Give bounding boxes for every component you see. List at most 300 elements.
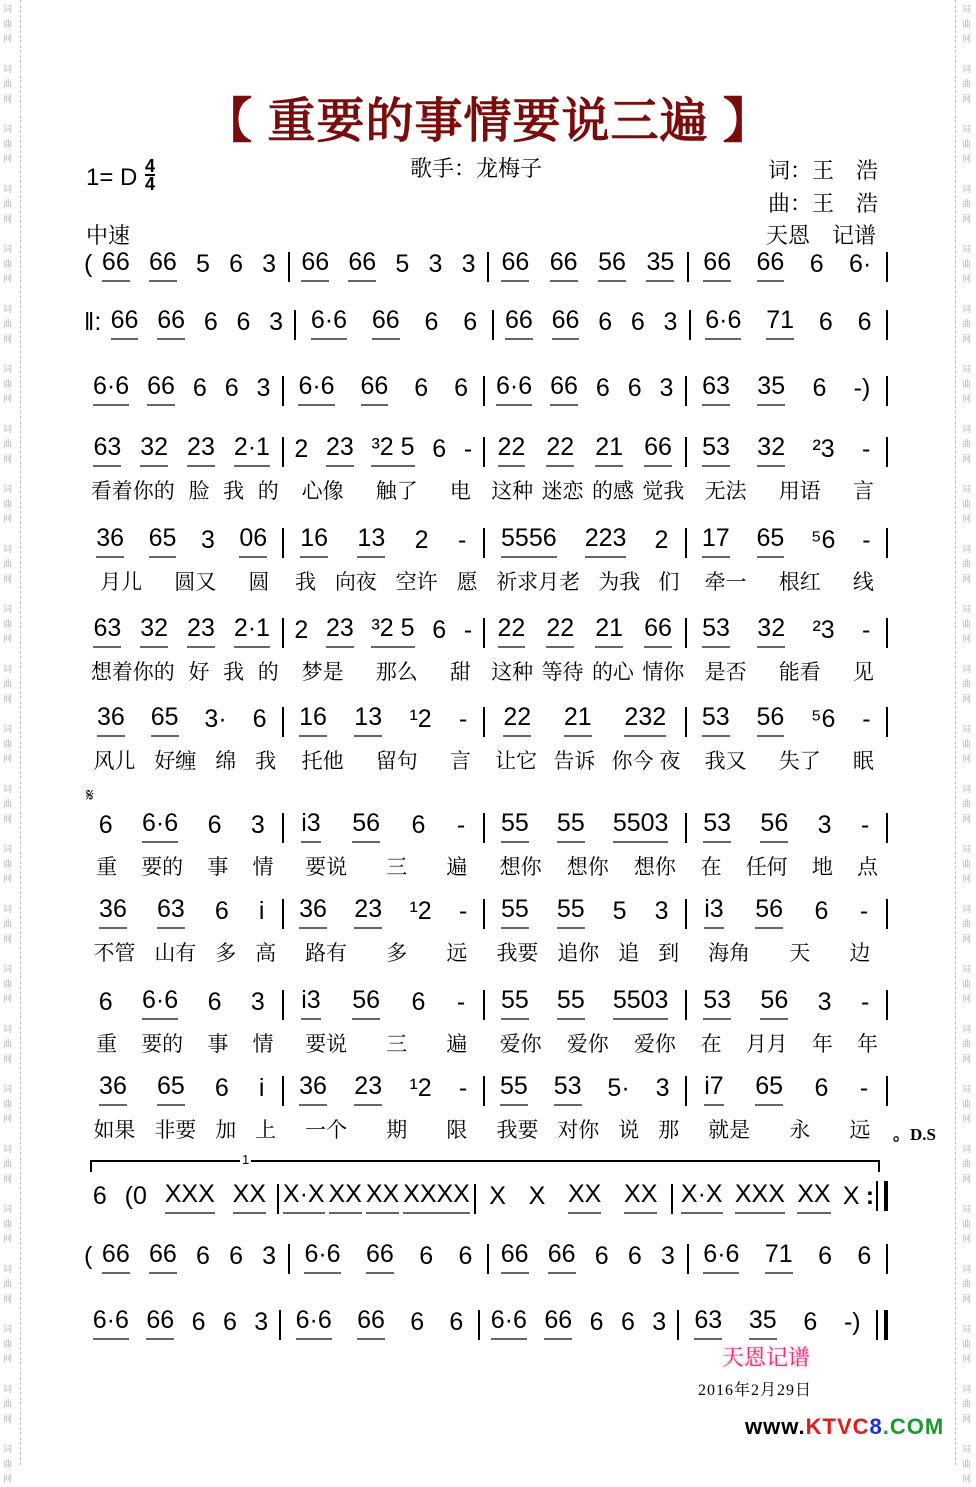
lyric-word: 触了: [375, 480, 418, 503]
note-group: 56: [755, 895, 783, 929]
note-group: 36: [299, 1072, 327, 1106]
barline: [685, 990, 687, 1020]
measure: [298, 306, 489, 340]
measure-lyrics: [84, 475, 286, 505]
lyric-word: 我: [223, 480, 245, 503]
measure-lyrics: [286, 566, 488, 596]
barline: [886, 899, 888, 929]
lyric-word: 如果: [93, 1119, 136, 1142]
barline: [687, 252, 689, 282]
notes-line: [84, 1072, 890, 1106]
note-group: 3: [663, 308, 678, 336]
note-group: 32: [140, 433, 168, 467]
lyric-word: 那么: [375, 661, 418, 684]
note-group: ¹2: [409, 705, 432, 733]
note-group: 6: [627, 1242, 642, 1270]
barline: [677, 1310, 679, 1340]
lyric-word: 山有: [154, 942, 197, 965]
lyric-word: 情: [252, 856, 274, 879]
note-group: 2: [654, 526, 669, 554]
lyric-word: 圆又: [174, 571, 217, 594]
note-group: 23: [187, 614, 215, 648]
note-group: -: [862, 435, 871, 463]
barline: [886, 310, 888, 340]
note-group: 6: [207, 811, 222, 839]
measure-lyrics: [286, 1028, 488, 1058]
measure-lyrics: [487, 851, 689, 881]
note-group: 66: [157, 306, 185, 340]
repeat-dots: :: [865, 1182, 875, 1210]
measure: [689, 703, 885, 737]
lyric-word: 我要: [496, 1119, 539, 1142]
lyric-word: 事: [207, 856, 229, 879]
watermark-text: 词曲网: [3, 844, 13, 884]
note-group: 23: [326, 614, 354, 648]
note-group: XX: [366, 1180, 399, 1214]
notes-line: [84, 524, 890, 558]
volta-bracket: [90, 1152, 880, 1172]
note-group: X·X: [681, 1180, 723, 1214]
measure: [691, 248, 884, 282]
barline: [288, 252, 290, 282]
watermark-text: 词曲网: [3, 1144, 13, 1184]
barline: [483, 707, 485, 737]
lyric-word: 事: [207, 1033, 229, 1056]
note-group: -: [456, 988, 466, 1016]
watermark-text: 词曲网: [962, 1084, 972, 1124]
barline: [685, 528, 687, 558]
final-barline: [876, 1310, 888, 1340]
note-group: 66: [548, 1240, 576, 1274]
watermark-text: 词曲网: [962, 844, 972, 884]
lyric-word: 向夜: [334, 571, 377, 594]
lyric-word: 要说: [305, 1033, 348, 1056]
lyric-word: 不管: [93, 942, 136, 965]
watermark-text: 词曲网: [962, 1264, 972, 1304]
date-label: 2016年2月29日: [698, 1382, 813, 1399]
barline: [282, 707, 284, 737]
note-group: ⁵6: [811, 705, 836, 733]
note-group: 66: [505, 306, 533, 340]
note-group: 6·6: [496, 372, 532, 406]
barline: [288, 1244, 290, 1274]
measure-lyrics: [84, 745, 286, 775]
lyric-word: 绵: [215, 750, 237, 773]
note-group: 3: [817, 988, 832, 1016]
note-group: 6·6: [142, 986, 178, 1020]
watermark-text: 词曲网: [962, 424, 972, 464]
measure: [283, 1306, 476, 1340]
note-group: 6: [224, 374, 239, 402]
note-group: 6·6: [93, 372, 129, 406]
note-group: 6: [92, 1182, 107, 1210]
lyric-word: 见: [852, 661, 874, 684]
note-group: 55: [501, 895, 529, 929]
measure: [487, 809, 683, 843]
lyric-word: 梦是: [301, 661, 344, 684]
measure: [487, 524, 683, 558]
measure: [487, 895, 683, 929]
note-group: 6: [809, 250, 824, 278]
measure-lyrics: [487, 566, 689, 596]
key-signature: 1= D: [86, 164, 138, 191]
note-group: 66: [102, 1240, 130, 1274]
measure: [286, 986, 482, 1020]
note-group: 55: [501, 986, 529, 1020]
note-group: 3: [652, 1308, 667, 1336]
measure-lyrics: [286, 745, 488, 775]
note-group: 6·6: [296, 1306, 332, 1340]
lyric-word: 为我: [598, 571, 641, 594]
note-group: -: [862, 705, 871, 733]
note-group: 32: [140, 614, 168, 648]
barline: [483, 990, 485, 1020]
note-group: 6: [192, 374, 207, 402]
note-group: X: [528, 1182, 546, 1210]
watermark-text: 词曲网: [3, 1384, 13, 1424]
watermark-text: 词曲网: [3, 1024, 13, 1064]
watermark-text: 词曲网: [962, 244, 972, 284]
note-group: 66: [644, 433, 672, 467]
measure-lyrics: [487, 1028, 689, 1058]
lyric-word: 我又: [704, 750, 747, 773]
lyric-word: 爱你: [499, 1033, 542, 1056]
note-group: 35: [749, 1306, 777, 1340]
note-group: 6: [214, 1074, 229, 1102]
row-prefix: (: [84, 1242, 93, 1270]
note-group: 21: [595, 433, 623, 467]
note-group: 71: [766, 306, 794, 340]
note-group: 06: [239, 524, 267, 558]
measure: [281, 1180, 472, 1214]
note-group: 66: [146, 1306, 174, 1340]
note-group: 6: [818, 308, 833, 336]
measure: [691, 1240, 884, 1274]
barline: [483, 899, 485, 929]
lyric-word: 是否: [704, 661, 747, 684]
note-group: 3: [428, 250, 443, 278]
note-group: 6: [589, 1308, 604, 1336]
note-group: 6: [627, 374, 642, 402]
measure: [292, 248, 485, 282]
note-group: 32: [757, 433, 785, 467]
score-row: [84, 524, 890, 596]
note-group: 23: [187, 433, 215, 467]
lyrics-line: [84, 1114, 890, 1144]
lyric-word: 非要: [154, 1119, 197, 1142]
score-row: [84, 306, 890, 340]
note-group: 6: [222, 1308, 237, 1336]
measure-lyrics: [487, 475, 689, 505]
note-group: 66: [757, 248, 785, 282]
note-group: 2: [294, 435, 309, 463]
barline: [671, 1184, 673, 1214]
note-group: 21: [595, 614, 623, 648]
note-group: 65: [151, 703, 179, 737]
notes-line: [84, 372, 890, 406]
watermark-text: 词曲网: [3, 124, 13, 164]
note-group: i: [258, 1074, 265, 1102]
measure-lyrics: [487, 656, 689, 686]
measure: [491, 248, 684, 282]
note-group: 5: [612, 897, 627, 925]
measure: [689, 372, 885, 406]
note-group: 56: [352, 809, 380, 843]
notes-line: [84, 433, 890, 467]
barline: [487, 252, 489, 282]
note-group: 6·6: [304, 1240, 340, 1274]
measure-lyrics: [84, 937, 286, 967]
barline: [687, 1244, 689, 1274]
lyric-word: 任何: [745, 856, 788, 879]
watermark-text: 词曲网: [3, 664, 13, 704]
note-group: 32: [757, 614, 785, 648]
note-group: 6·6: [311, 306, 347, 340]
note-group: 5503: [613, 986, 669, 1020]
note-group: 53: [703, 986, 731, 1020]
note-group: 6: [207, 988, 222, 1016]
note-group: 17: [702, 524, 730, 558]
barline: [277, 1184, 279, 1214]
barline: [886, 376, 888, 406]
measure: [675, 1180, 866, 1214]
lyric-word: 多: [386, 942, 408, 965]
note-group: 65: [755, 1072, 783, 1106]
barline: [487, 1244, 489, 1274]
watermark-text: 词曲网: [962, 64, 972, 104]
note-group: -): [843, 1308, 861, 1336]
note-group: 6: [630, 308, 645, 336]
lyric-word: 我要: [496, 942, 539, 965]
lyric-word: 远: [446, 942, 468, 965]
watermark-text: 词曲网: [3, 1444, 13, 1484]
score-row: [84, 372, 890, 406]
note-group: 5·: [607, 1074, 630, 1102]
note-group: ⁵6: [811, 526, 836, 554]
watermark-text: 词曲网: [962, 904, 972, 944]
note-group: 6: [803, 1308, 818, 1336]
measure-lyrics: [84, 1028, 286, 1058]
lyric-word: 追: [618, 942, 640, 965]
barline: [483, 376, 485, 406]
barline: [483, 618, 485, 648]
lyric-word: 想你: [633, 856, 676, 879]
note-group: 6: [195, 1242, 210, 1270]
note-group: 66: [361, 372, 389, 406]
measure: [487, 703, 683, 737]
note-group: 56: [760, 986, 788, 1020]
note-group: 3: [461, 250, 476, 278]
score-row: [84, 614, 890, 686]
composer-label: 曲：王 浩: [768, 191, 879, 216]
watermark-text: 词曲网: [3, 604, 13, 644]
measure-lyrics: [286, 475, 488, 505]
note-group: -: [456, 811, 466, 839]
note-group: 23: [354, 895, 382, 929]
lyric-word: 情你: [642, 661, 685, 684]
lyric-word: 天: [789, 942, 811, 965]
measure: [491, 1240, 684, 1274]
note-group: 6·: [849, 250, 872, 278]
notes-line: [84, 895, 890, 929]
lyric-word: 要说: [305, 856, 348, 879]
watermark-text: 词曲网: [962, 1384, 972, 1424]
barline: [294, 310, 296, 340]
lyric-word: 眠: [852, 750, 874, 773]
lyric-word: 要的: [141, 1033, 184, 1056]
note-group: 22: [498, 433, 526, 467]
note-group: ³2 5: [371, 433, 414, 467]
note-group: -: [463, 435, 473, 463]
note-group: 6: [598, 308, 613, 336]
lyric-word: 好缠: [154, 750, 197, 773]
note-group: 6: [229, 250, 243, 278]
note-group: -: [860, 988, 870, 1016]
note-group: 63: [694, 1306, 722, 1340]
lyric-word: 我: [294, 571, 316, 594]
lyric-word: 永: [789, 1119, 811, 1142]
watermark-text: 词曲网: [3, 304, 13, 344]
note-group: 3: [262, 1242, 277, 1270]
site-part: www.: [745, 1414, 806, 1439]
dal-segno-mark: 。D.S: [893, 1125, 936, 1144]
note-group: 6: [812, 374, 827, 402]
measure: [84, 1306, 277, 1340]
score-row: [84, 986, 890, 1058]
barline: [483, 813, 485, 843]
watermark-text: 词曲网: [962, 784, 972, 824]
watermark-text: 词曲网: [3, 364, 13, 404]
note-group: 6: [411, 988, 426, 1016]
lyric-word: 的心: [591, 661, 634, 684]
measure-lyrics: [84, 566, 286, 596]
row-prefix: (: [84, 250, 93, 278]
note-group: 63: [702, 372, 730, 406]
notes-line: [84, 1240, 890, 1274]
note-group: 36: [96, 524, 124, 558]
site-part: .COM: [882, 1414, 945, 1439]
watermark-text: 词曲网: [3, 184, 13, 224]
watermark-text: 词曲网: [3, 424, 13, 464]
lyric-word: 心像: [301, 480, 344, 503]
measure: [84, 895, 280, 929]
note-group: 5503: [613, 809, 669, 843]
measure: [84, 986, 280, 1020]
measure: [286, 809, 482, 843]
lyric-word: 这种: [491, 480, 534, 503]
measure: [487, 372, 683, 406]
note-group: 6·6: [705, 306, 741, 340]
note-group: 63: [157, 895, 185, 929]
watermark-text: 词曲网: [962, 484, 972, 524]
measure: [84, 809, 280, 843]
note-group: 2·1: [234, 433, 270, 467]
watermark-text: 词曲网: [962, 724, 972, 764]
note-group: 6: [229, 1242, 243, 1270]
watermark-text: 词曲网: [3, 244, 13, 284]
note-group: 66: [644, 614, 672, 648]
lyric-word: 觉我: [642, 480, 685, 503]
note-group: 66: [703, 248, 731, 282]
barline: [886, 1244, 888, 1274]
note-group: -: [862, 526, 871, 554]
measure-lyrics: [286, 1114, 488, 1144]
barline: [282, 990, 284, 1020]
lyric-word: 言: [852, 480, 874, 503]
measure: [84, 614, 280, 648]
lyric-word: 风儿: [93, 750, 136, 773]
note-group: 66: [357, 1306, 385, 1340]
measure: [84, 372, 280, 406]
note-group: 6: [814, 897, 829, 925]
lyric-word: 要的: [141, 856, 184, 879]
note-group: X·X: [283, 1180, 325, 1214]
note-group: 66: [552, 306, 580, 340]
note-group: 63: [93, 614, 121, 648]
measure-lyrics: [689, 656, 891, 686]
note-group: 6: [252, 705, 267, 733]
note-group: 55: [557, 809, 585, 843]
measure-lyrics: [487, 745, 689, 775]
measure-lyrics: [84, 851, 286, 881]
measure: [286, 372, 482, 406]
watermark-text: 词曲网: [3, 64, 13, 104]
measure: [92, 248, 285, 282]
lyric-word: 的: [257, 480, 279, 503]
lyric-word: 高: [255, 942, 277, 965]
measure: [286, 703, 482, 737]
note-group: -: [859, 1074, 869, 1102]
note-group: 6: [203, 308, 218, 336]
lyric-word: 多: [215, 942, 237, 965]
note-group: 71: [765, 1240, 793, 1274]
lyric-word: 看着你的: [90, 480, 175, 503]
lyric-word: 上: [255, 1119, 277, 1142]
note-group: 22: [503, 703, 531, 737]
barline: [474, 1184, 476, 1214]
lyrics-line: [84, 937, 890, 967]
note-group: 3·: [204, 705, 227, 733]
lyric-word: 言: [449, 750, 471, 773]
note-group: 6: [214, 897, 229, 925]
lyric-word: 圆: [248, 571, 270, 594]
notes-line: [84, 1180, 890, 1214]
note-group: 6·6: [93, 1306, 129, 1340]
note-group: -: [859, 897, 869, 925]
lyric-word: 路有: [305, 942, 348, 965]
barline: [483, 437, 485, 467]
lyric-word: 遍: [446, 856, 468, 879]
lyric-word: 情: [252, 1033, 274, 1056]
measure-lyrics: [286, 937, 488, 967]
note-group: XX: [329, 1180, 362, 1214]
lyric-word: 点: [856, 856, 878, 879]
measure: [487, 1072, 683, 1106]
tempo-marking: 中速: [86, 223, 131, 248]
note-group: 55: [557, 986, 585, 1020]
measure: [84, 1180, 275, 1214]
note-group: 55: [500, 1072, 528, 1106]
barline: [685, 1076, 687, 1106]
lyric-word: 远: [849, 1119, 871, 1142]
measure: [286, 524, 482, 558]
note-group: 66: [149, 248, 177, 282]
website-link[interactable]: [745, 1414, 944, 1440]
score-row: [84, 1180, 890, 1214]
barline: [492, 310, 494, 340]
transcriber-label: 天恩 记谱: [766, 223, 877, 248]
lyric-word: 在: [700, 1033, 722, 1056]
